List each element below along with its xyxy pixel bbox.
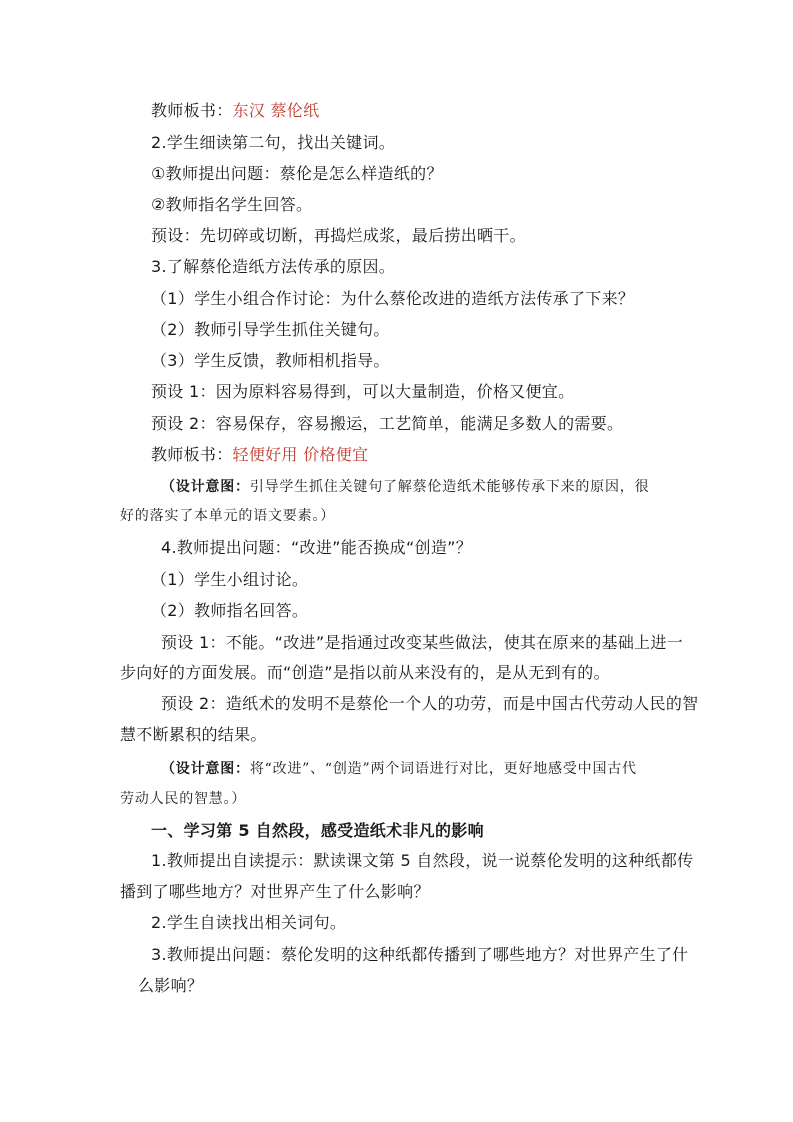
board-content: 东汉 蔡伦纸 (232, 101, 320, 120)
design-intent-text: 将“改进”、“创造”两个词语进行对比，更好地感受中国古代 (249, 761, 637, 777)
discussion-2: （2）教师引导学生抓住关键句。 (151, 320, 390, 339)
step-2-read: 2.学生自读找出相关词句。 (151, 913, 347, 932)
design-intent-2 (161, 759, 637, 779)
preset-1-b-cont: 步向好的方面发展。而“创造”是指以前从来没有的，是从无到有的。 (120, 663, 610, 682)
step-3: 3.了解蔡伦造纸方法传承的原因。 (151, 257, 396, 276)
design-intent-1-cont: 好的落实了本单元的语文要素。） (120, 508, 335, 524)
board-label: 教师板书： (151, 101, 233, 120)
step-1-prompt: 1.教师提出自读提示：默读课文第 5 自然段，说一说蔡伦发明的这种纸都传 (151, 851, 694, 870)
board-writing-1 (151, 100, 319, 122)
step-2: 2.学生细读第二句，找出关键词。 (151, 133, 396, 152)
preset-2-b-cont: 慧不断累积的结果。 (120, 725, 267, 744)
board-label: 教师板书： (151, 445, 233, 464)
instruction-1: ②教师指名学生回答。 (151, 195, 313, 214)
design-intent-text: 引导学生抓住关键句了解蔡伦造纸术能够传承下来的原因，很 (249, 479, 650, 495)
group-discussion: （1）学生小组讨论。 (151, 570, 309, 589)
board-writing-2 (151, 444, 368, 466)
step-1-prompt-cont: 播到了哪些地方？对世界产生了什么影响？ (120, 882, 430, 901)
preset-2-b: 预设 2：造纸术的发明不是蔡伦一个人的功劳，而是中国古代劳动人民的智 (161, 694, 699, 713)
section-heading: 一、学习第 5 自然段，感受造纸术非凡的影响 (151, 821, 484, 840)
design-intent-label: （设计意图： (161, 761, 250, 777)
question-1: ①教师提出问题：蔡伦是怎么样造纸的？ (151, 164, 443, 183)
preset-1-b: 预设 1：不能。“改进”是指通过改变某些做法，使其在原来的基础上进一 (161, 633, 684, 652)
design-intent-1 (161, 477, 649, 497)
discussion-1: （1）学生小组合作讨论：为什么蔡伦改进的造纸方法传承了下来？ (151, 289, 635, 308)
step-4: 4.教师提出问题：“改进”能否换成“创造”？ (161, 538, 473, 557)
preset-2: 预设 2：容易保存，容易搬运，工艺简单，能满足多数人的需要。 (151, 414, 624, 433)
step-3-question: 3.教师提出问题：蔡伦发明的这种纸都传播到了哪些地方？对世界产生了什 (151, 945, 689, 964)
preset-1: 预设 1：因为原料容易得到，可以大量制造，价格又便宜。 (151, 382, 575, 401)
board-content: 轻便好用 价格便宜 (232, 445, 369, 464)
teacher-answer: （2）教师指名回答。 (151, 601, 309, 620)
design-intent-2-cont: 劳动人民的智慧。） (120, 791, 247, 807)
step-3-question-cont: 么影响？ (138, 976, 204, 995)
design-intent-label: （设计意图： (161, 479, 250, 495)
discussion-3: （3）学生反馈，教师相机指导。 (151, 351, 390, 370)
preset-answer: 预设：先切碎或切断，再捣烂成浆，最后捞出晒干。 (151, 226, 526, 245)
